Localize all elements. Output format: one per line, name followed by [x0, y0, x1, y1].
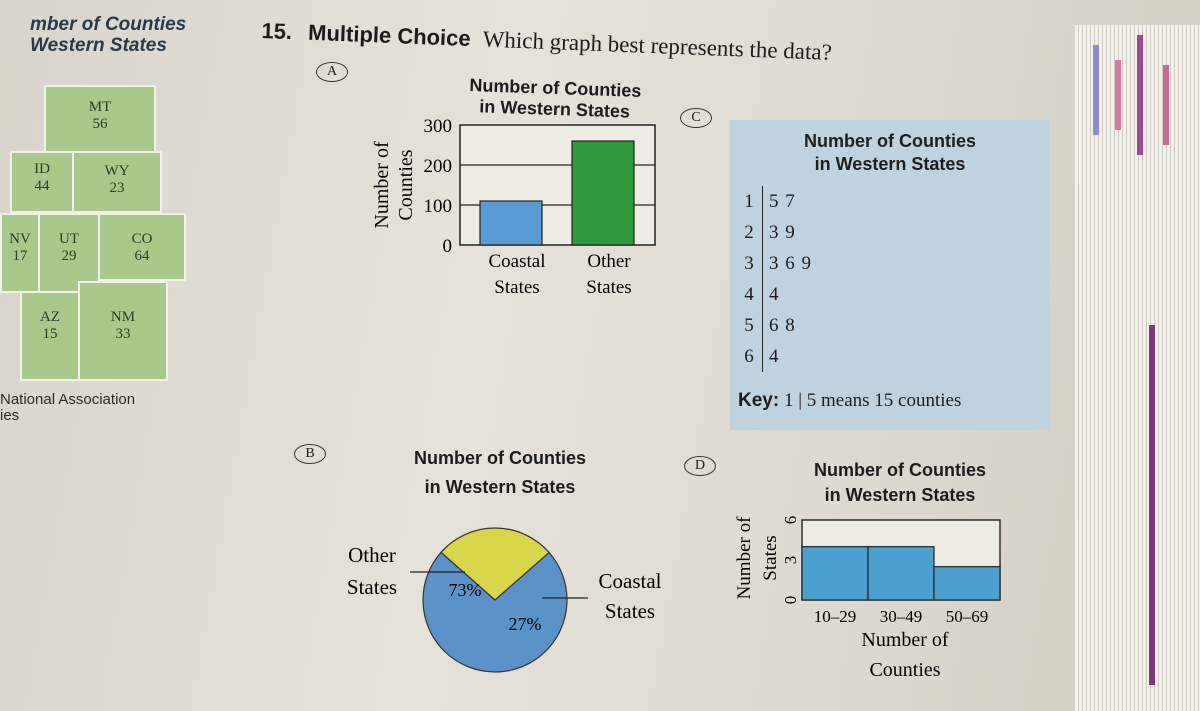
state-mt: MT 56 — [44, 85, 156, 153]
leaves: 3 9 — [769, 222, 796, 243]
state-co: CO 64 — [98, 213, 186, 281]
stem-leaf-plot — [740, 186, 812, 372]
map-source-line1: National Association — [0, 391, 136, 408]
option-c[interactable] — [680, 100, 1050, 430]
leaves: 3 6 9 — [769, 253, 812, 274]
option-d[interactable] — [680, 450, 1020, 710]
slice-label: 27% — [508, 614, 542, 634]
option-a-title-line2: in Western States — [478, 96, 631, 122]
histogram-bar — [802, 547, 868, 600]
x-tick-label: 30–49 — [879, 607, 923, 626]
y-tick-label: 6 — [781, 515, 800, 525]
state-ut: UT 29 — [38, 213, 100, 293]
leaves: 4 — [769, 346, 780, 367]
y-axis-label: Counties — [395, 149, 417, 221]
pie-category-label: Coastal — [598, 569, 662, 593]
option-d-title-line1: Number of Counties — [813, 460, 986, 480]
stem: 2 — [740, 217, 763, 248]
option-b-title-line2: in Western States — [424, 477, 576, 497]
question-text: Which graph best represents the data? — [482, 26, 833, 65]
x-tick-label: Other — [587, 251, 631, 272]
option-d-letter: D — [694, 458, 706, 473]
option-d-badge[interactable] — [684, 456, 716, 476]
y-tick-label: 0 — [781, 595, 800, 605]
option-c-letter: C — [691, 110, 701, 125]
map-source-line2: ies — [0, 407, 20, 424]
page-tab — [1115, 60, 1121, 130]
page-tab — [1163, 65, 1169, 145]
x-tick-label: Coastal — [488, 251, 546, 272]
map-title-line2: Western States — [30, 35, 167, 56]
y-axis-label: States — [760, 535, 781, 581]
histogram-d — [680, 500, 1020, 710]
histogram-bar — [868, 547, 934, 600]
stem-leaf-row — [740, 310, 812, 341]
x-tick-label: States — [586, 277, 632, 298]
x-axis-label: Number of — [861, 629, 949, 651]
leaves: 6 8 — [769, 315, 796, 336]
option-b-title — [380, 444, 620, 502]
stem-leaf-key — [738, 390, 961, 412]
option-d-title-line2: in Western States — [824, 485, 976, 505]
question-heading — [261, 18, 832, 66]
stem-leaf-row — [740, 217, 812, 248]
option-c-title-line1: Number of Counties — [803, 131, 976, 151]
x-axis-label: Counties — [869, 659, 941, 681]
stem-leaf-row — [740, 248, 812, 279]
y-tick-label: 3 — [781, 555, 800, 565]
stem: 5 — [740, 310, 763, 341]
question-type: Multiple Choice — [307, 19, 472, 52]
page-tab — [1137, 35, 1143, 155]
x-tick-label: States — [494, 277, 540, 298]
y-tick-label: 100 — [423, 196, 452, 217]
stem: 4 — [740, 279, 763, 310]
map-title — [30, 14, 186, 56]
option-c-badge[interactable] — [680, 108, 712, 128]
option-b-badge[interactable] — [294, 444, 326, 464]
y-axis-label: Number of — [371, 141, 393, 229]
page-tab — [1093, 45, 1099, 135]
y-tick-label: 0 — [442, 236, 452, 257]
stem-leaf-row — [740, 279, 812, 310]
leaves: 5 7 — [769, 191, 796, 212]
option-c-title-line2: in Western States — [814, 154, 966, 174]
option-c-title — [730, 130, 1050, 176]
stem: 3 — [740, 248, 763, 279]
stem-leaf-row — [740, 341, 812, 372]
state-nv: NV 17 — [0, 213, 40, 293]
option-b[interactable] — [290, 440, 690, 700]
stem: 1 — [740, 186, 763, 217]
key-label: Key: — [738, 390, 780, 411]
y-tick-label: 200 — [423, 156, 452, 177]
option-a-letter: A — [326, 64, 338, 79]
bar-chart-a — [300, 115, 660, 320]
leaves: 4 — [769, 284, 780, 305]
book-page-edges — [1075, 25, 1200, 711]
x-tick-label: 50–69 — [945, 607, 989, 626]
pie-category-label: Other — [348, 543, 396, 567]
state-id: ID 44 — [10, 151, 74, 213]
option-a-badge[interactable] — [316, 62, 348, 82]
western-states-map — [0, 85, 190, 385]
y-tick-label: 300 — [423, 116, 452, 137]
state-wy: WY 23 — [72, 151, 162, 213]
map-title-line1: mber of Counties — [30, 14, 187, 35]
option-b-letter: B — [305, 446, 315, 461]
option-b-title-line1: Number of Counties — [413, 448, 586, 468]
stem: 6 — [740, 341, 763, 372]
pie-chart-b — [290, 500, 690, 700]
state-az: AZ 15 — [20, 291, 80, 381]
stem-leaf-row — [740, 186, 812, 217]
key-text: 1 | 5 means 15 counties — [783, 390, 962, 411]
option-a-title-line1: Number of Counties — [469, 75, 642, 102]
question-number: 15. — [261, 18, 293, 45]
bar — [480, 201, 542, 245]
histogram-bar — [934, 567, 1000, 600]
page-tab — [1149, 325, 1155, 685]
y-axis-label: Number of — [734, 516, 755, 600]
pie-category-label: States — [346, 575, 398, 599]
map-source — [0, 392, 135, 424]
slice-label: 73% — [448, 580, 482, 600]
bar — [572, 141, 634, 245]
pie-category-label: States — [604, 599, 656, 623]
option-a[interactable] — [300, 60, 660, 320]
x-tick-label: 10–29 — [813, 607, 857, 626]
stem-leaf-panel — [730, 120, 1050, 430]
state-nm: NM 33 — [78, 281, 168, 381]
